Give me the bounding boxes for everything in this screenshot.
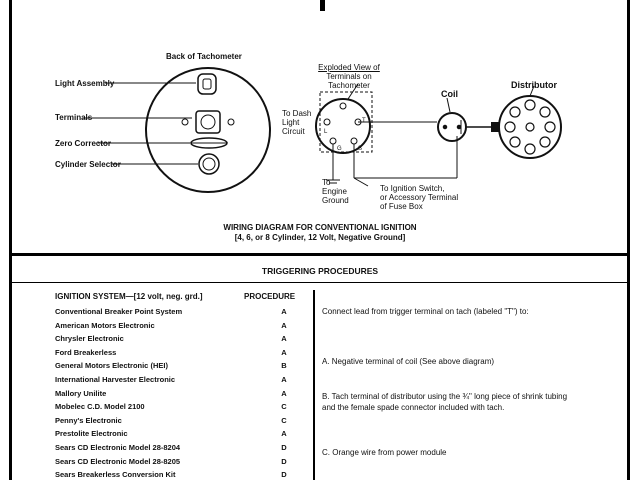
ignition-system-name: International Harvester Electronic	[55, 375, 176, 384]
ignition-system-name: General Motors Electronic (HEI)	[55, 361, 168, 371]
to-ignition-label	[380, 184, 458, 211]
callout-light-assembly: Light Assembly	[55, 79, 115, 88]
table-row	[55, 455, 310, 469]
back-of-tachometer-label: Back of Tachometer	[166, 52, 242, 61]
instructions-intro: Connect lead from trigger terminal on tach (labeled "T") to:	[322, 307, 529, 316]
procedure-code: C	[281, 402, 287, 412]
to-dash-line-3: Circuit	[282, 127, 305, 136]
terminal-letter-s: S	[358, 146, 363, 152]
ignition-system-name: Sears CD Electronic Model 28-8205	[55, 456, 181, 466]
to-ignition-line-2: or Accessory Terminal	[380, 193, 459, 202]
to-engine-ground-label	[322, 178, 349, 205]
distributor-circle	[499, 96, 561, 158]
ignition-system-name: Conventional Breaker Point System	[55, 307, 183, 316]
to-dash-line-1: To Dash	[282, 109, 312, 118]
procedure-code: A	[281, 375, 287, 384]
table-row	[55, 346, 310, 360]
coil-circle	[438, 113, 466, 141]
table-row	[55, 427, 310, 441]
procedure-code: D	[281, 443, 287, 452]
ignition-system-name: Mallory Unilite	[55, 388, 107, 398]
column-divider	[313, 290, 315, 480]
callout-zero-corrector: Zero Corrector	[55, 139, 112, 148]
ignition-system-header: IGNITION SYSTEM—[12 volt, neg. grd.]	[55, 292, 203, 301]
distributor-label: Distributor	[511, 80, 557, 90]
ignition-system-name: Sears CD Electronic Model 28-8204	[55, 443, 181, 452]
header-rule	[12, 282, 627, 283]
ignition-system-name: Sears Breakerless Conversion Kit	[55, 470, 176, 480]
terminal-block	[196, 111, 220, 133]
procedure-code: D	[281, 470, 287, 480]
ignition-system-name: American Motors Electronic	[55, 320, 155, 330]
procedure-code: A	[281, 334, 287, 344]
terminal-letter-g: G	[337, 146, 342, 152]
to-ignition-line-1: To Ignition Switch,	[380, 184, 445, 193]
ignition-system-name: Penny's Electronic	[55, 415, 122, 425]
procedure-code: A	[281, 320, 287, 330]
section-divider	[9, 253, 630, 256]
table-row	[55, 359, 310, 373]
diagram-caption-title: WIRING DIAGRAM FOR CONVENTIONAL IGNITION	[223, 223, 417, 232]
to-dash-label	[282, 109, 311, 136]
to-engine-line-3: Ground	[322, 196, 349, 205]
table-row	[55, 319, 310, 333]
table-row	[55, 305, 310, 319]
procedure-header: PROCEDURE	[244, 292, 296, 301]
terminal-letter-t: T	[362, 118, 366, 124]
table-row	[55, 332, 310, 346]
ignition-system-name: Prestolite Electronic	[55, 429, 128, 439]
to-ignition-line-3: of Fuse Box	[380, 202, 423, 211]
exploded-title-line-1: Exploded View of	[318, 63, 380, 72]
procedure-code: A	[281, 429, 287, 439]
exploded-title-line-3: Tachometer	[328, 81, 370, 90]
table-row	[55, 441, 310, 455]
coil-label: Coil	[441, 89, 458, 99]
procedure-code: A	[281, 307, 287, 316]
ignition-system-name: Mobelec C.D. Model 2100	[55, 402, 145, 412]
ignition-system-name: Chrysler Electronic	[55, 334, 124, 344]
to-engine-line-2: Engine	[322, 187, 347, 196]
procedure-code: A	[281, 388, 287, 398]
exploded-view-label	[314, 63, 384, 90]
instruction-b: B. Tach terminal of distributor using the ¾" long piece of shrink tubing and the female spade connector included with tach.	[322, 392, 568, 412]
terminal-letter-l: L	[324, 129, 328, 135]
cylinder-selector	[199, 154, 219, 174]
procedure-code: B	[281, 361, 287, 371]
exploded-title-line-2: Terminals on	[326, 72, 372, 81]
ignition-system-name: Ford Breakerless	[55, 347, 117, 357]
table-row	[55, 387, 310, 401]
table-row	[55, 414, 310, 428]
procedure-code: D	[281, 456, 287, 466]
procedure-code: C	[281, 415, 287, 425]
triggering-procedures-title: TRIGGERING PROCEDURES	[261, 266, 379, 276]
diagram-caption-subtitle: [4, 6, or 8 Cylinder, 12 Volt, Negative Ground]	[234, 233, 406, 242]
instruction-a: A. Negative terminal of coil (See above diagram)	[322, 357, 495, 366]
callout-cylinder-selector: Cylinder Selector	[55, 160, 121, 169]
callout-terminals: Terminals	[55, 113, 93, 122]
table-row	[55, 373, 310, 387]
table-row	[55, 400, 310, 414]
light-assembly-socket	[198, 74, 216, 94]
procedure-code: A	[281, 347, 287, 357]
instruction-c: C. Orange wire from power module	[322, 448, 447, 457]
to-dash-line-2: Light	[282, 118, 300, 127]
to-engine-line-1: To	[322, 178, 331, 187]
